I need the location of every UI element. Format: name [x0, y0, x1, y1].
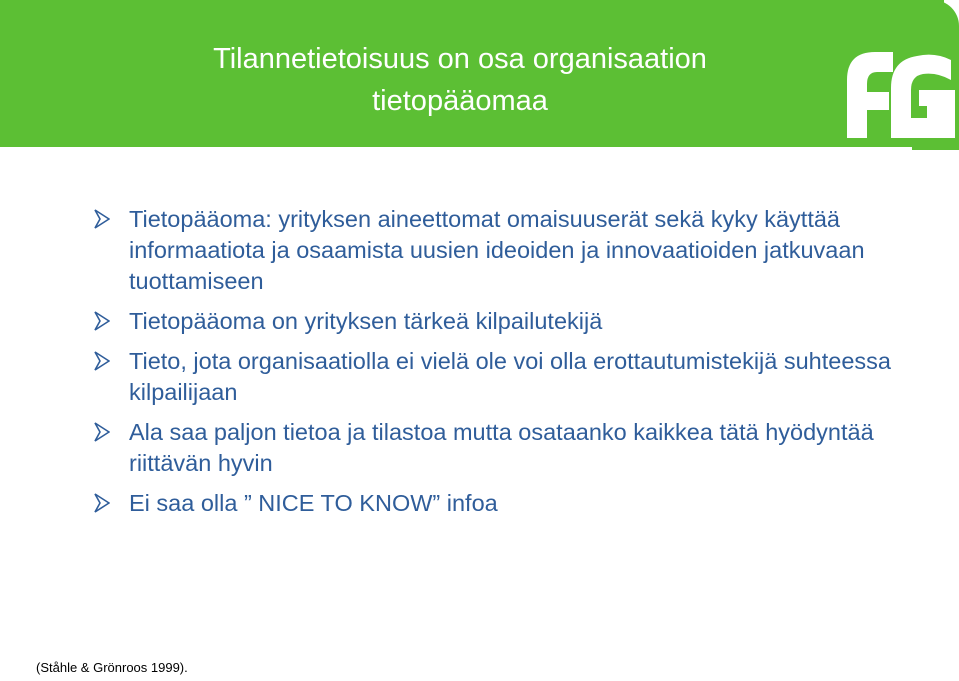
bullet-list — [94, 204, 924, 528]
bullet-item — [94, 488, 924, 519]
bullet-text: Ala saa paljon tietoa ja tilastoa mutta osataanko kaikkea tätä hyödyntää riittävän hyvin — [129, 419, 874, 476]
arrowhead-bullet-icon — [94, 209, 110, 229]
bullet-item — [94, 346, 924, 408]
bullet-text: Tietopääoma: yrityksen aineettomat omaisuuserät sekä kyky käyttää informaatiota ja osaamista uusien ideoiden ja innovaatioiden jatkuvaan tuottamiseen — [129, 206, 865, 294]
ag-logo — [843, 46, 959, 138]
bullet-text: Tieto, jota organisaatiolla ei vielä ole voi olla erottautumistekijä suhteessa kilpailijaan — [129, 348, 891, 405]
bullet-text: Tietopääoma on yrityksen tärkeä kilpailutekijä — [129, 308, 603, 334]
citation: (Ståhle & Grönroos 1999). — [36, 660, 188, 675]
bullet-item — [94, 204, 924, 297]
bullet-text: Ei saa olla ” NICE TO KNOW” infoa — [129, 490, 498, 516]
slide-title: Tilannetietoisuus on osa organisaation tietopääomaa — [213, 43, 707, 117]
arrowhead-bullet-icon — [94, 351, 110, 371]
bullet-item — [94, 306, 924, 337]
arrowhead-bullet-icon — [94, 422, 110, 442]
arrowhead-bullet-icon — [94, 311, 110, 331]
arrowhead-bullet-icon — [94, 493, 110, 513]
bullet-item — [94, 417, 924, 479]
